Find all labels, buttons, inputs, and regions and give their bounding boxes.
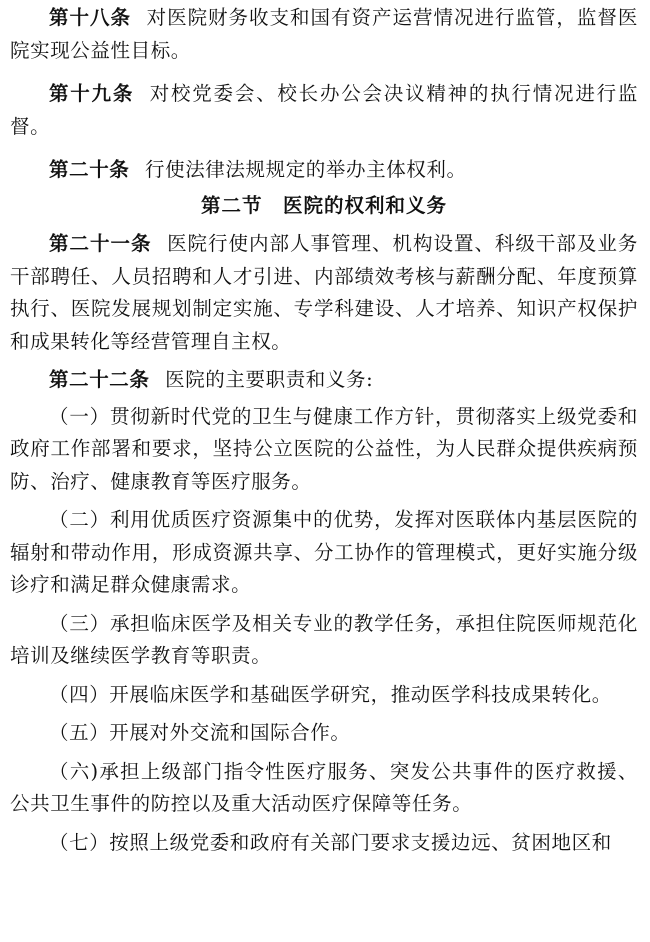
- article-20: [10, 154, 638, 187]
- duty-item-3: （三）承担临床医学及相关专业的教学任务，承担住院医师规范化培训及继续医学教育等职责。: [10, 611, 638, 667]
- article-19: [10, 78, 638, 143]
- duty-item-5: （五）开展对外交流和国际合作。: [49, 721, 351, 744]
- article-21: [10, 228, 638, 358]
- article-number: 第十九条: [49, 82, 135, 105]
- article-number: 第十八条: [49, 6, 131, 29]
- article-22: [10, 364, 638, 397]
- article-text: 医院的主要职责和义务:: [165, 368, 374, 391]
- article-number: 第二十条: [49, 158, 130, 181]
- article-text: 对校党委会、校长办公会决议精神的执行情况进行监督。: [10, 82, 638, 138]
- article-number: 第二十二条: [49, 368, 150, 391]
- duty-item-4: （四）开展临床医学和基础医学研究，推动医学科技成果转化。: [49, 682, 612, 706]
- article-number: 第二十一条: [49, 232, 152, 255]
- article-18: [10, 2, 638, 67]
- duty-item-2: （二）利用优质医疗资源集中的优势，发挥对医联体内基层医院的辐射和带动作用，形成资源共享、分工协作的管理模式，更好实施分级诊疗和满足群众健康需求。: [10, 508, 638, 596]
- duty-item-6: （六)承担上级部门指令性医疗服务、突发公共事件的医疗救援、公共卫生事件的防控以及重大活动医疗保障等任务。: [10, 759, 638, 815]
- article-text: 对医院财务收支和国有资产运营情况进行监管，监督医院实现公益性目标。: [10, 6, 639, 62]
- duty-item-1: （一）贯彻新时代党的卫生与健康工作方针，贯彻落实上级党委和政府工作部署和要求，坚持公立医院的公益性，为人民群众提供疾病预防、治疗、健康教育等医疗服务。: [10, 404, 638, 493]
- section-title: 第二节 医院的权利和义务: [200, 193, 447, 217]
- document-page: [10, 0, 638, 859]
- duty-item-7: （七）按照上级党委和政府有关部门要求支援边远、贫困地区和: [49, 830, 612, 854]
- article-text: 行使法律法规规定的举办主体权利。: [145, 158, 467, 181]
- article-text: 医院行使内部人事管理、机构设置、科级干部及业务干部聘任、人员招聘和人才引进、内部绩效考核与薪酬分配、年度预算执行、医院发展规划制定实施、专学科建设、人才培养、知识产权保护和成果转化等经营管理自主权。: [10, 232, 638, 353]
